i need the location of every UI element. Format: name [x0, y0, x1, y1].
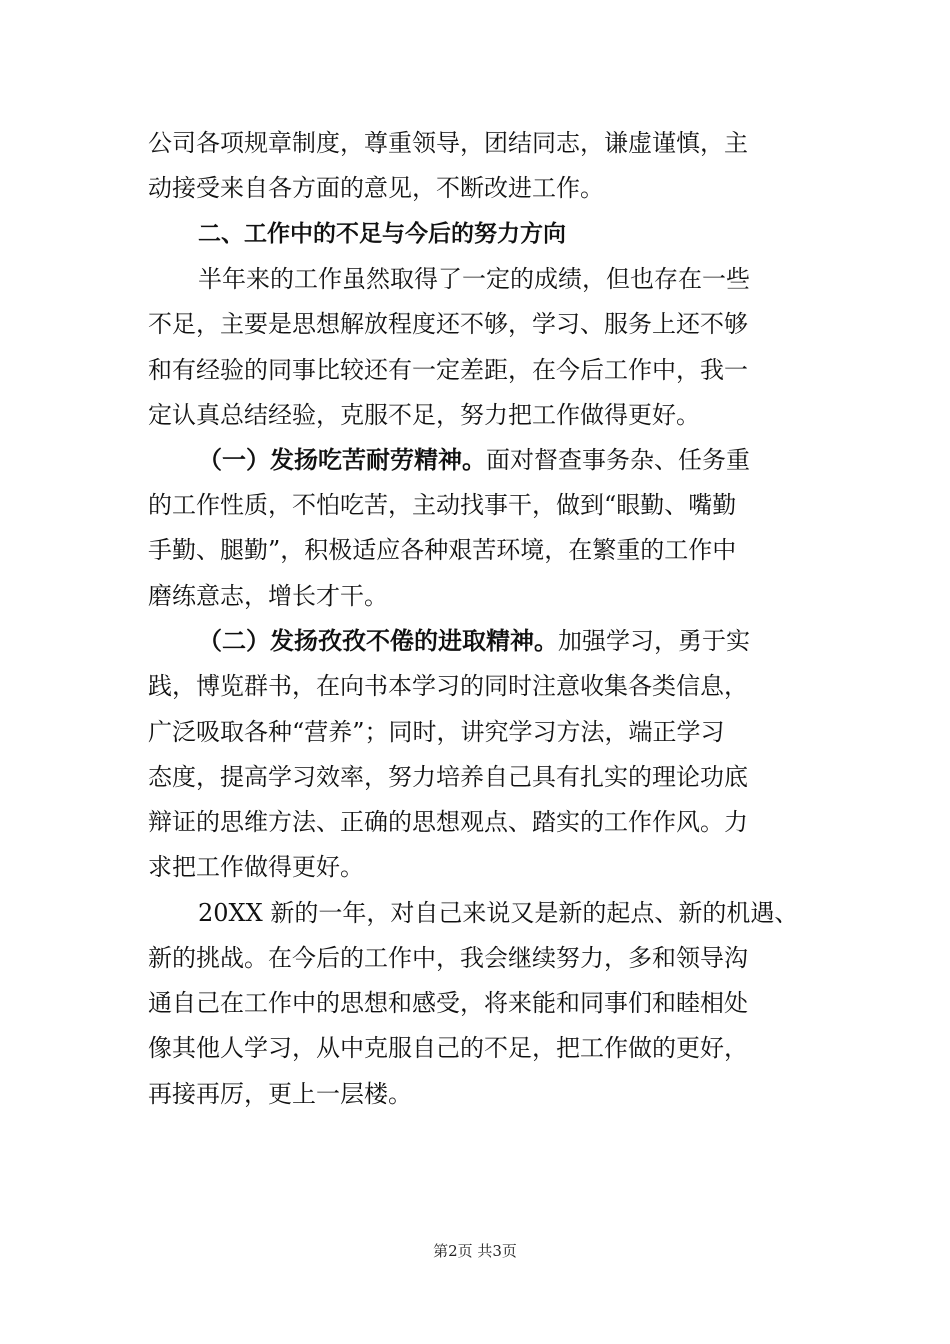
- body-line: 定认真总结经验，克服不足，努力把工作做得更好。: [148, 401, 700, 429]
- subsection-text: 面对督查事务杂、任务重: [486, 446, 750, 474]
- body-line: 通自己在工作中的思想和感受，将来能和同事们和睦相处: [148, 989, 748, 1017]
- body-line: 广泛吸取各种“营养”；同时，讲究学习方法，端正学习: [148, 718, 725, 746]
- body-line: 不足，主要是思想解放程度还不够，学习、服务上还不够: [148, 310, 748, 338]
- body-line: 半年来的工作虽然取得了一定的成绩，但也存在一些: [198, 265, 750, 293]
- body-line: 磨练意志，增长才干。: [148, 582, 388, 610]
- section-heading: 二、工作中的不足与今后的努力方向: [198, 221, 566, 247]
- body-line: 求把工作做得更好。: [148, 853, 364, 881]
- body-line: 和有经验的同事比较还有一定差距，在今后工作中，我一: [148, 356, 748, 384]
- body-line: 20XX 新的一年，对自己来说又是新的起点、新的机遇、: [198, 899, 799, 927]
- body-line: 动接受来自各方面的意见，不断改进工作。: [148, 174, 604, 202]
- subsection-title: （二）发扬孜孜不倦的进取精神。: [198, 626, 558, 655]
- subsection-text: 加强学习，勇于实: [558, 627, 750, 655]
- subsection-title: （一）发扬吃苦耐劳精神。: [198, 445, 486, 474]
- body-line: 再接再厉，更上一层楼。: [148, 1080, 412, 1108]
- page-footer: 第2页 共3页: [433, 1242, 517, 1260]
- body-line: 新的挑战。在今后的工作中，我会继续努力，多和领导沟: [148, 944, 748, 972]
- body-line: 手勤、腿勤”，积极适应各种艰苦环境，在繁重的工作中: [148, 536, 737, 564]
- subsection-line: [198, 624, 750, 658]
- body-line: 像其他人学习，从中克服自己的不足，把工作做的更好，: [148, 1034, 748, 1062]
- body-line: 态度，提高学习效率，努力培养自己具有扎实的理论功底: [148, 763, 748, 791]
- body-line: 公司各项规章制度，尊重领导，团结同志，谦虚谨慎，主: [148, 129, 748, 157]
- body-line: 践，博览群书，在向书本学习的同时注意收集各类信息，: [148, 672, 748, 700]
- body-line: 辩证的思维方法、正确的思想观点、踏实的工作作风。力: [148, 808, 748, 836]
- body-line: 的工作性质，不怕吃苦，主动找事干，做到“眼勤、嘴勤: [148, 491, 737, 519]
- subsection-line: [198, 443, 750, 477]
